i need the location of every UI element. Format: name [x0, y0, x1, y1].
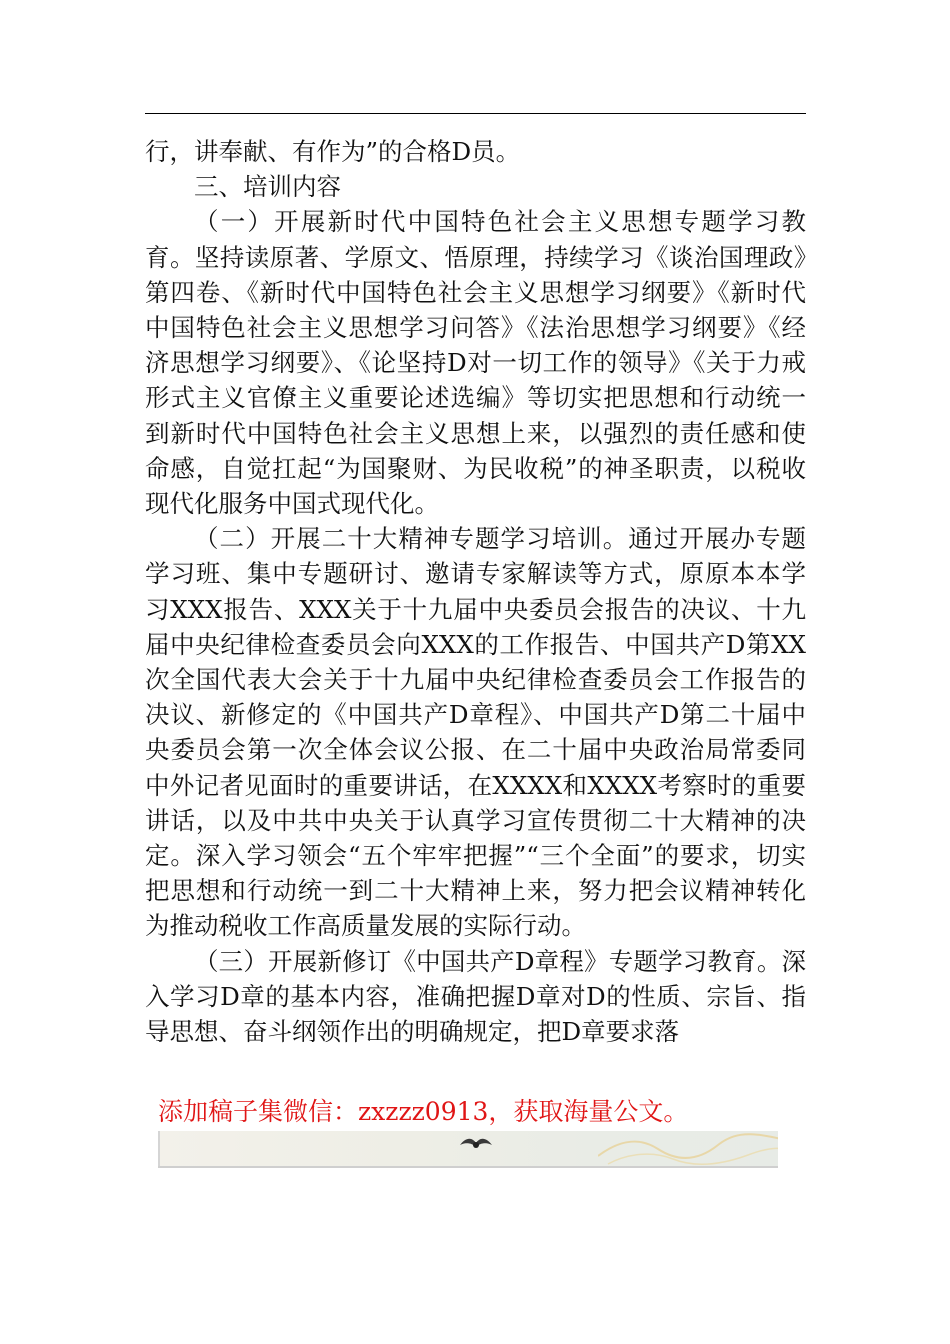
- document-body: [145, 134, 806, 1049]
- paragraph-3: （三）开展新修订《中国共产D章程》专题学习教育。深入学习D章的基本内容，准确把握D章对D的性质、宗旨、指导思想、奋斗纲领作出的明确规定，把D章要求落: [145, 946, 806, 1047]
- wave-pattern-icon: [598, 1131, 778, 1166]
- paragraph-2: （二）开展二十大精神专题学习培训。通过开展办专题学习班、集中专题研讨、邀请专家解读等方式，原原本本学习XXX报告、XXX关于十九届中央委员会报告的决议、十九届中央纪律检查委员会向XXX的工作报告、中国共产D第XX次全国代表大会关于十九届中央纪律检查委员会工作报告的决议、新修定的《中国共产D章程》、中国共产D第二十届中央委员会第一次全体会议公报、在二十届中央政治局常委同中外记者见面时的重要讲话，在XXXX和XXXX考察时的重要讲话，以及中共中央关于认真学习宣传贯彻二十大精神的决定。深入学习领会“五个牢牢把握”“三个全面”的要求，切实把思想和行动统一到二十大精神上来，努力把会议精神转化为推动税收工作高质量发展的实际行动。: [145, 524, 806, 941]
- promo-text: 添加稿子集微信：zxzzz0913，获取海量公文。: [158, 1097, 689, 1126]
- paragraph-1: （一）开展新时代中国特色社会主义思想专题学习教育。坚持读原著、学原文、悟原理，持续学习《谈治国理政》第四卷、《新时代中国特色社会主义思想学习纲要》《新时代中国特色社会主义思想学习问答》《法治思想学习纲要》《经济思想学习纲要》、《论坚持D对一切工作的领导》《关于力戒形式主义官僚主义重要论述选编》等切实把思想和行动统一到新时代中国特色社会主义思想上来，以强烈的责任感和使命感，自觉扛起“为国聚财、为民收税”的神圣职责，以税收现代化服务中国式现代化。: [145, 207, 806, 519]
- continuation-line: 行，讲奉献、有作为”的合格D员。: [145, 137, 521, 166]
- ink-bird-icon: [458, 1133, 494, 1153]
- header-rule: [145, 113, 806, 114]
- banner-edge: [158, 1131, 160, 1166]
- section-heading: 三、培训内容: [194, 172, 341, 202]
- decorative-banner: [158, 1131, 778, 1168]
